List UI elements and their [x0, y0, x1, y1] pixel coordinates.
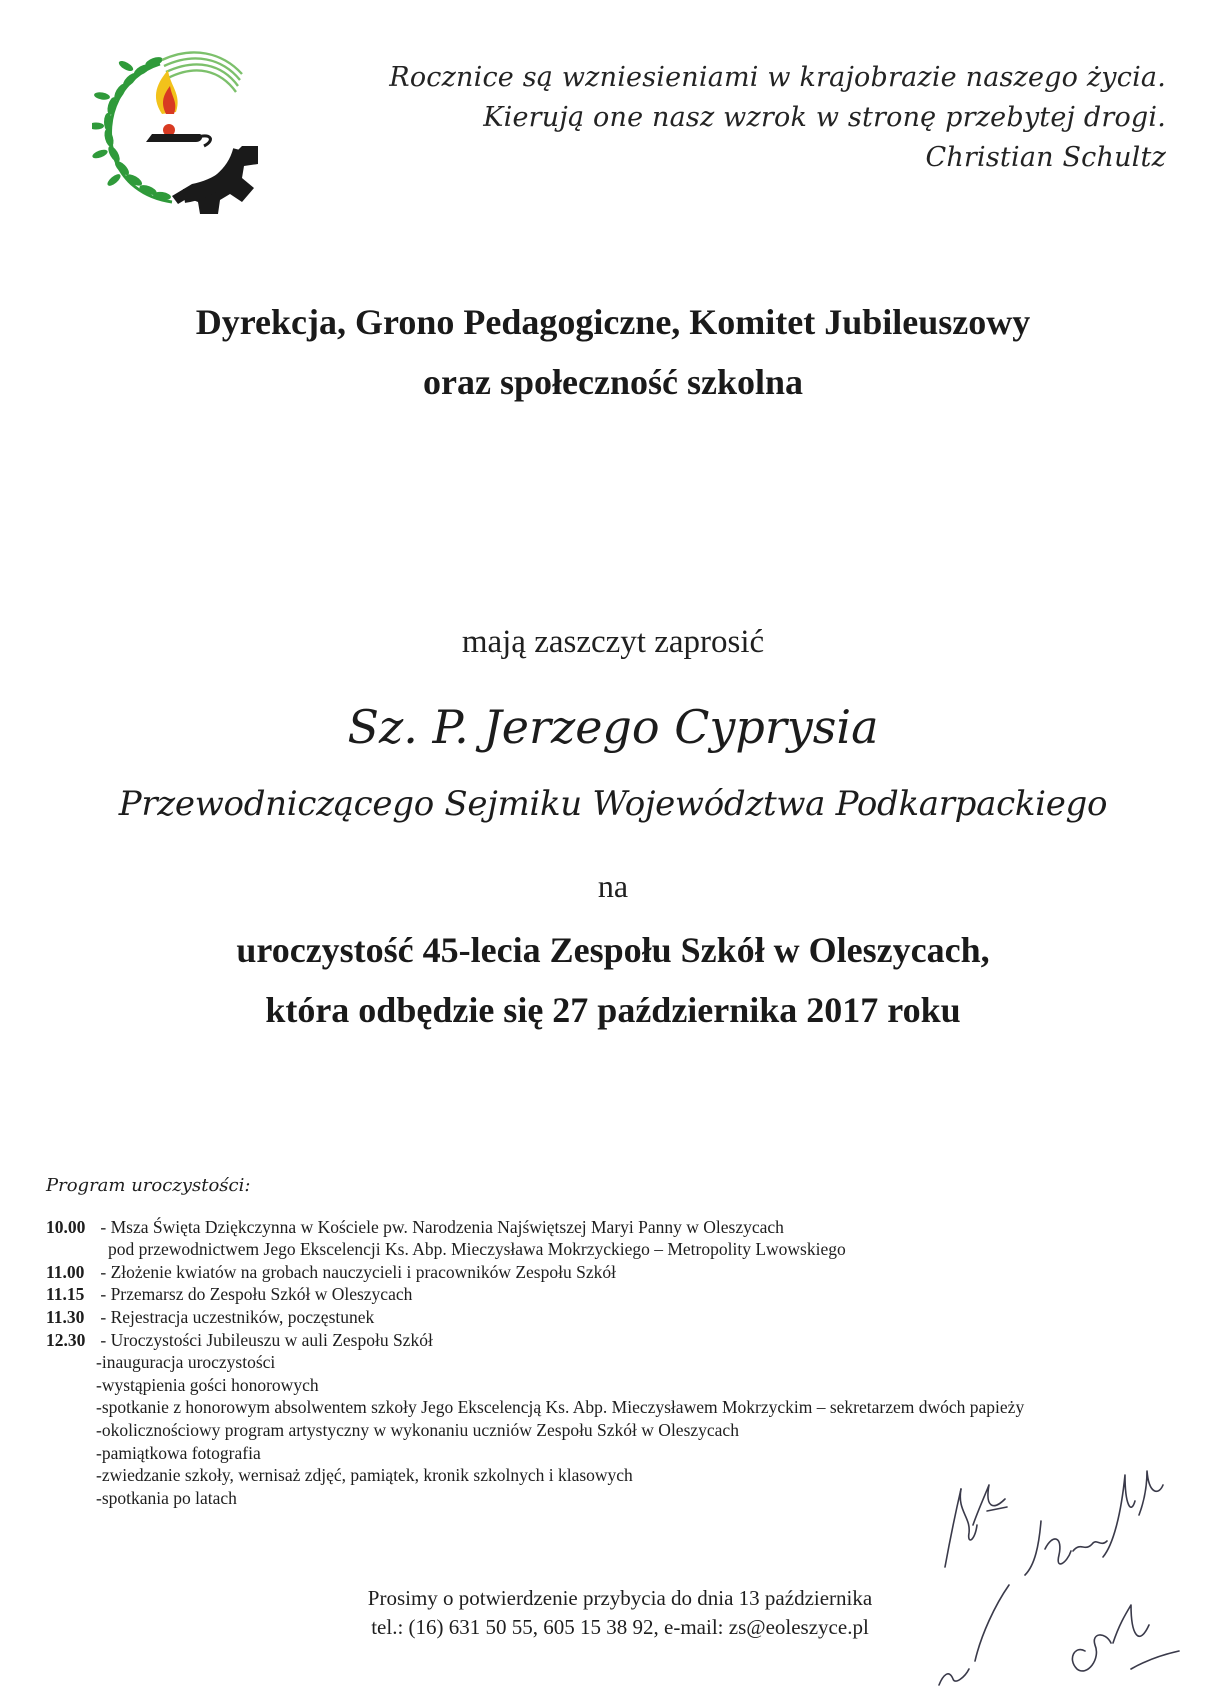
guest-name: Sz. P. Jerzego Cyprysia [347, 700, 879, 754]
program-item: 11.30 - Rejestracja uczestników, poczęstunek [46, 1306, 375, 1327]
program-time: 11.15 [46, 1284, 85, 1305]
quote-author: Christian Schultz [925, 142, 1166, 173]
laurel-icon [92, 55, 172, 202]
program-subitem: -spotkania po latach [96, 1487, 237, 1508]
event-line: uroczystość 45-lecia Zespołu Szkół w Oleszycach, [236, 930, 990, 970]
program-item: 11.00 - Złożenie kwiatów na grobach nauczycieli i pracowników Zespołu Szkół [46, 1261, 616, 1282]
program-text: Przemarsz do Zespołu Szkół w Oleszycach [110, 1284, 413, 1305]
connector-text: na [597, 868, 629, 904]
program-item: 10.00 - Msza Święta Dziękczynna w Kościele pw. Narodzenia Najświętszej Maryi Panny w Oleszycach [46, 1216, 784, 1237]
program-subitem: -inauguracja uroczystości [96, 1352, 276, 1373]
program-item-continuation: pod przewodnictwem Jego Ekscelencji Ks. Abp. Mieczysława Mokrzyckiego – Metropolity Lwowskiego [108, 1239, 846, 1260]
program-subitem: -wystąpienia gości honorowych [96, 1374, 319, 1395]
gear-icon [172, 146, 258, 214]
program-item: 11.15 - Przemarsz do Zespołu Szkół w Oleszycach [46, 1284, 413, 1305]
quote-line: Kierują one nasz wzrok w stronę przebytej drogi. [483, 102, 1166, 133]
event-line: która odbędzie się 27 października 2017 roku [265, 990, 961, 1030]
program-subitem: -zwiedzanie szkoły, wernisaż zdjęć, pamiątek, kronik szkolnych i klasowych [96, 1465, 633, 1486]
program-text: Uroczystości Jubileuszu w auli Zespołu Szkół [110, 1329, 433, 1350]
rsvp-line: Prosimy o potwierdzenie przybycia do dnia 13 października [367, 1586, 873, 1610]
contact-line: tel.: (16) 631 50 55, 605 15 38 92, e-mail: zs@eoleszyce.pl [371, 1615, 869, 1639]
program-heading: Program uroczystości: [46, 1175, 251, 1196]
motto-quote [389, 58, 1166, 178]
program-text: Rejestracja uczestników, poczęstunek [110, 1306, 375, 1327]
handwritten-signature [935, 1455, 1205, 1695]
school-emblem-logo [92, 46, 270, 214]
program-subitem: -pamiątkowa fotografia [96, 1442, 261, 1463]
hosts-line: Dyrekcja, Grono Pedagogiczne, Komitet Jubileuszowy [195, 302, 1031, 342]
hosts-heading [0, 292, 1226, 412]
program-time: 11.30 [46, 1306, 85, 1327]
program-subitem: -spotkanie z honorowym absolwentem szkoły Jego Ekscelencją Ks. Abp. Mieczysławem Mokrzyckim – sekretarzem dwóch papieży [96, 1397, 1025, 1418]
guest-title: Przewodniczącego Sejmiku Województwa Podkarpackiego [118, 784, 1108, 824]
program-text: Złożenie kwiatów na grobach nauczycieli i pracowników Zespołu Szkół [110, 1261, 616, 1282]
program-subitem: -okolicznościowy program artystyczny w wykonaniu uczniów Zespołu Szkół w Oleszycach [96, 1419, 739, 1440]
event-heading [0, 920, 1226, 1040]
program-time: 12.30 [46, 1329, 86, 1350]
program-time: 10.00 [46, 1216, 86, 1237]
lamp-icon [146, 70, 210, 146]
hosts-line: oraz społeczność szkolna [423, 362, 803, 402]
program-item: 12.30 - Uroczystości Jubileuszu w auli Zespołu Szkół [46, 1329, 433, 1350]
program-section [46, 1175, 1024, 1509]
program-text: Msza Święta Dziękczynna w Kościele pw. Narodzenia Najświętszej Maryi Panny w Oleszycach [110, 1216, 784, 1237]
program-time: 11.00 [46, 1261, 85, 1282]
ribbon-icon [162, 52, 242, 92]
invite-text: mają zaszczyt zaprosić [461, 624, 765, 660]
quote-line: Rocznice są wzniesieniami w krajobrazie naszego życia. [389, 62, 1166, 93]
